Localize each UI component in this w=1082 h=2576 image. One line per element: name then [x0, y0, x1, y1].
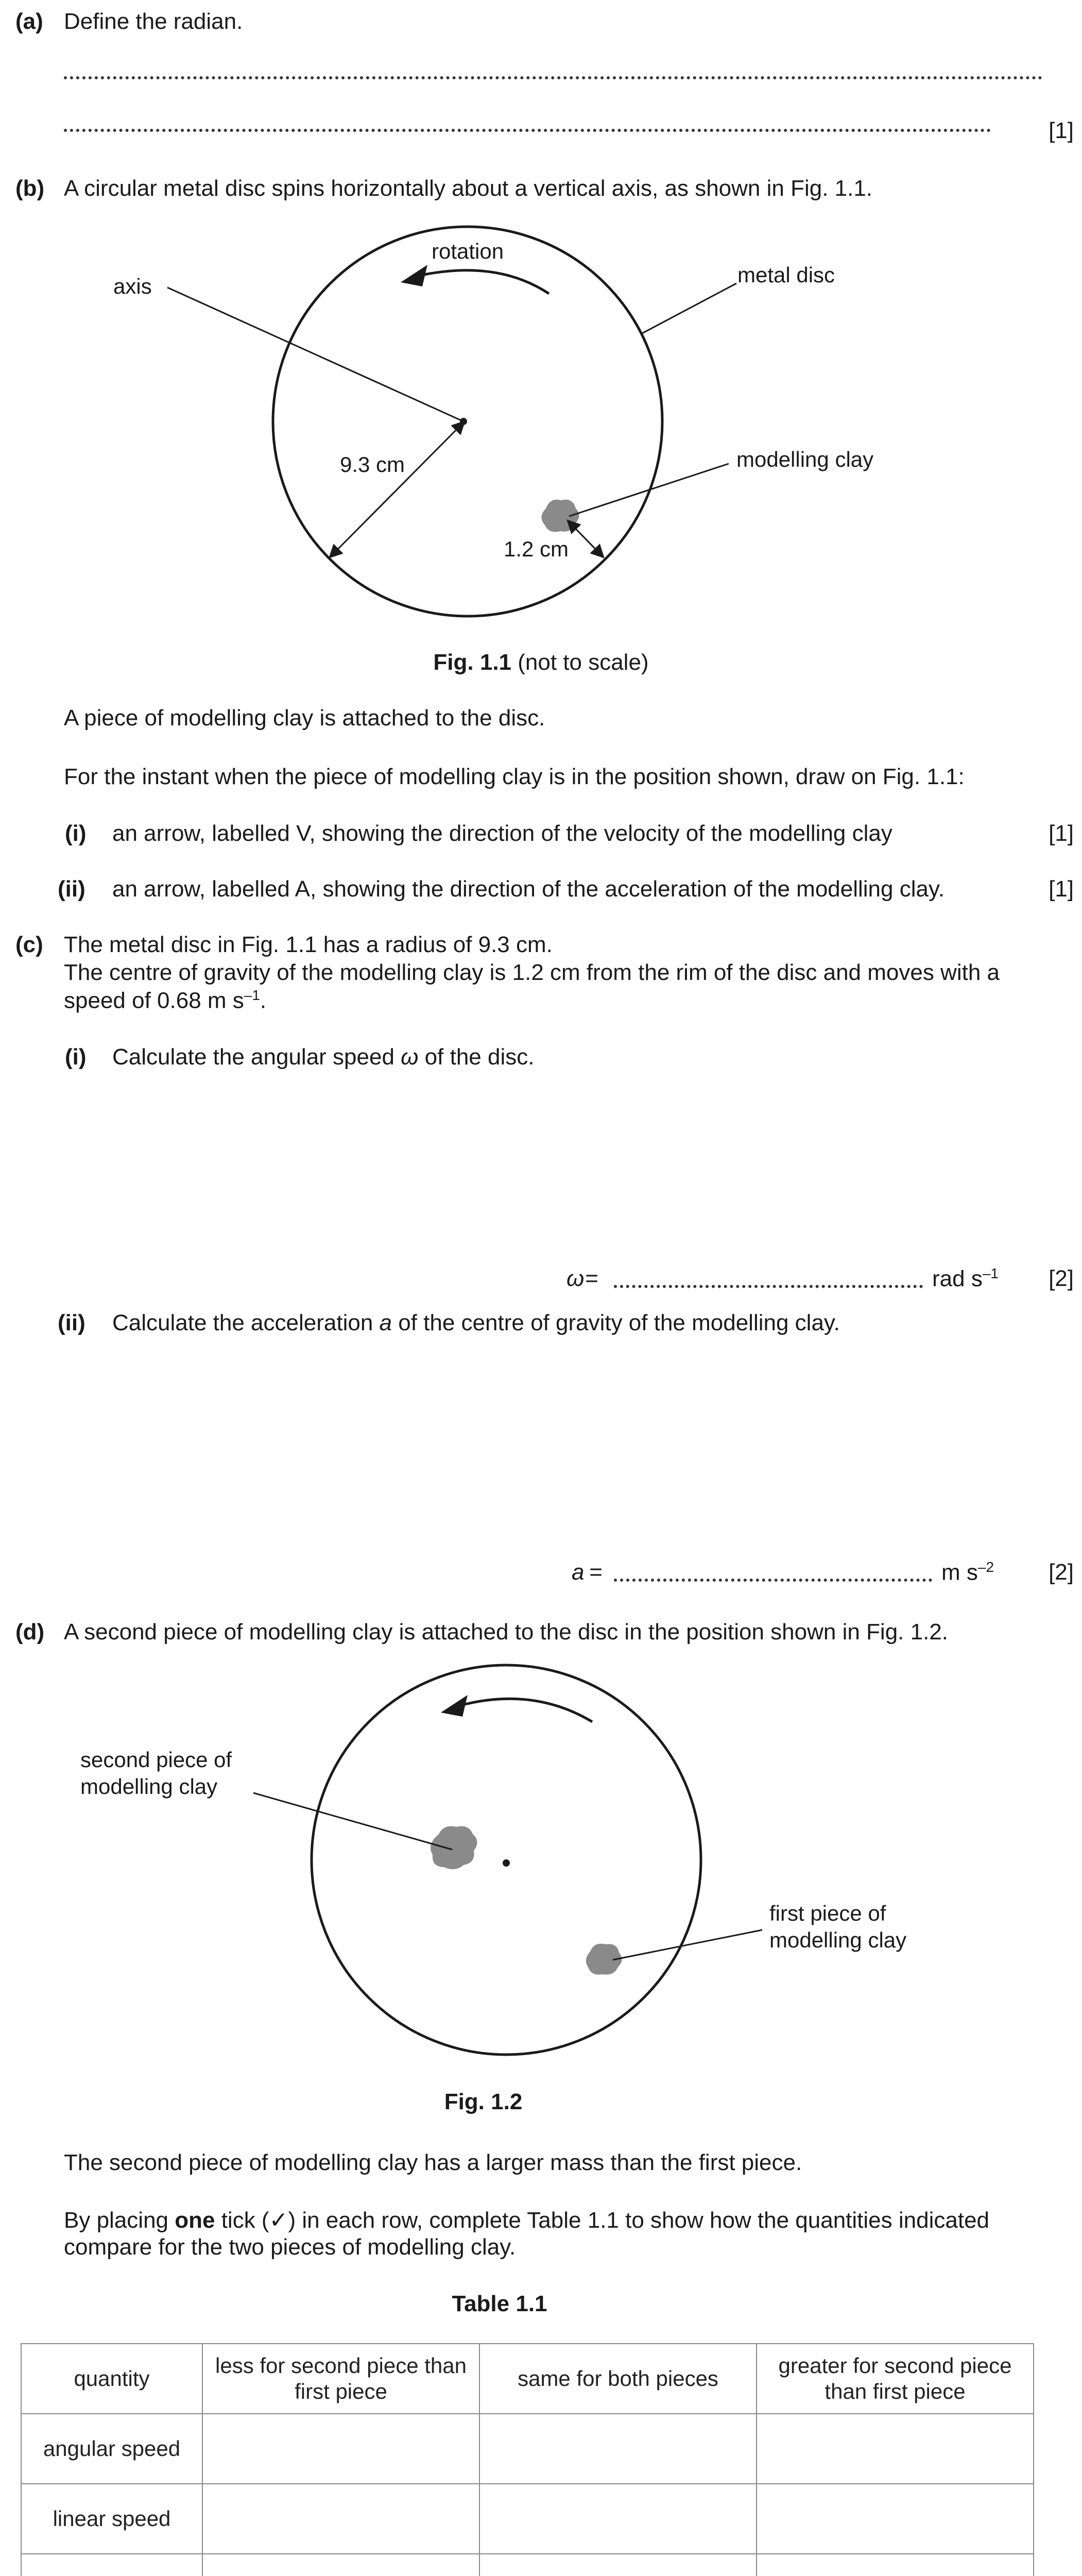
part-c-i-answer	[566, 1264, 1074, 1295]
part-c-line-3-text: speed of 0.68 m s	[64, 988, 244, 1013]
a-symbol: a	[379, 1310, 392, 1335]
part-c-line-2: The centre of gravity of the modelling clay is 1.2 cm from the rim of the disc and moves with a	[64, 960, 1000, 985]
part-c-ii-answer	[572, 1558, 1074, 1589]
part-d-text-2	[64, 2206, 989, 2234]
part-c-line-3	[64, 986, 266, 1015]
part-a-question: Define the radian.	[64, 9, 243, 34]
part-c-i-marks: [2]	[1049, 1266, 1074, 1291]
row-quantity-linear-speed: linear speed	[21, 2484, 202, 2554]
part-c-ii-text	[112, 1309, 840, 1337]
header-quantity: quantity	[21, 2344, 202, 2414]
part-b-question: A circular metal disc spins horizontally about a vertical axis, as shown in Fig. 1.1.	[64, 176, 873, 201]
part-c-i-unit-sup: –1	[982, 1265, 999, 1281]
part-c-i-text	[112, 1043, 534, 1071]
part-c-ii-answer-line[interactable]	[614, 1579, 932, 1582]
tick-cell-acceleration-less[interactable]	[202, 2554, 479, 2576]
figure-1-2-drawing	[0, 1659, 1082, 2133]
part-d-text-1: The second piece of modelling clay has a larger mass than the first piece.	[64, 2150, 802, 2175]
figure-1-2-caption: Fig. 1.2	[444, 2089, 523, 2114]
figure-1-1-caption	[0, 648, 1082, 676]
part-d-label: (d)	[15, 1619, 45, 1645]
tick-cell-angular-same[interactable]	[479, 2414, 757, 2484]
row-quantity-angular-speed: angular speed	[21, 2414, 202, 2484]
tick-cell-linear-less[interactable]	[202, 2484, 479, 2554]
rim-distance-label: 1.2 cm	[504, 537, 569, 561]
part-a	[0, 0, 1082, 155]
part-c-ii-label: (ii)	[58, 1310, 85, 1335]
part-c-line-3-end: .	[260, 988, 267, 1013]
table-1-1	[21, 2343, 1034, 2576]
table-row	[21, 2554, 1034, 2576]
table-row	[21, 2414, 1034, 2484]
part-b-label: (b)	[15, 176, 45, 201]
part-c-i-text-post: of the disc.	[418, 1044, 535, 1070]
rotation-label: rotation	[432, 239, 504, 263]
part-d-question: A second piece of modelling clay is attached to the disc in the position shown in Fig. 1.2.	[64, 1619, 949, 1645]
centre-dot	[503, 1859, 510, 1867]
part-c-ii-answer-symbol: a	[572, 1560, 585, 1585]
part-c-ii-unit	[941, 1558, 994, 1587]
axis-label: axis	[113, 274, 152, 298]
part-c-line-3-sup: –1	[244, 987, 260, 1003]
second-piece-label-2: modelling clay	[80, 1774, 218, 1799]
part-c-line-1: The metal disc in Fig. 1.1 has a radius of 9.3 cm.	[64, 932, 553, 957]
table-header-row	[21, 2344, 1034, 2414]
table-1-1-title: Table 1.1	[452, 2291, 547, 2316]
second-piece-label-1: second piece of	[80, 1748, 232, 1772]
part-b-i-text: an arrow, labelled V, showing the direction of the velocity of the modelling clay	[112, 821, 892, 846]
tick-cell-acceleration-same[interactable]	[479, 2554, 757, 2576]
omega-symbol: ω	[401, 1044, 419, 1070]
tick-cell-angular-greater[interactable]	[757, 2414, 1034, 2484]
part-c-ii-marks: [2]	[1049, 1560, 1074, 1585]
part-c-label: (c)	[15, 932, 43, 957]
tick-cell-acceleration-greater[interactable]	[757, 2554, 1034, 2576]
part-b-text-2: For the instant when the piece of modelling clay is in the position shown, draw on Fig. 1.1:	[64, 764, 965, 789]
header-less: less for second piece than first piece	[202, 2344, 479, 2414]
row-quantity-acceleration	[21, 2554, 202, 2576]
first-piece-label-2: modelling clay	[769, 1928, 907, 1952]
answer-line-1[interactable]	[64, 76, 1042, 79]
table-row	[21, 2484, 1034, 2554]
metal-disc-label: metal disc	[737, 263, 835, 287]
part-c-ii-unit-text: m s	[941, 1560, 978, 1585]
header-same: same for both pieces	[479, 2344, 757, 2414]
part-a-label: (a)	[15, 9, 43, 34]
part-c-i-text-pre: Calculate the angular speed	[112, 1044, 401, 1070]
part-b-ii-label: (ii)	[58, 876, 85, 902]
figure-1-2	[0, 1659, 1082, 2133]
part-c-ii-text-pre: Calculate the acceleration	[112, 1310, 380, 1335]
part-b-ii-marks: [1]	[1049, 876, 1074, 902]
rotation-arrow-icon	[412, 270, 549, 294]
part-c-i-answer-line[interactable]	[614, 1285, 923, 1288]
part-b-text-1: A piece of modelling clay is attached to the disc.	[64, 705, 545, 731]
figure-1-1-drawing	[0, 216, 1082, 680]
modelling-clay-label: modelling clay	[736, 447, 874, 471]
part-c-i-answer-eq: =	[579, 1266, 605, 1291]
part-d-text-2-pre: By placing	[64, 2208, 175, 2233]
answer-line-2[interactable]	[64, 129, 991, 132]
tick-cell-angular-less[interactable]	[202, 2414, 479, 2484]
rotation-arrow-icon	[453, 1699, 592, 1722]
second-clay-blob	[431, 1826, 477, 1870]
part-c-i-unit-text: rad s	[932, 1266, 983, 1292]
first-piece-label-1: first piece of	[769, 1901, 886, 1925]
part-c-i-unit	[932, 1264, 999, 1293]
part-d-text-2-post: tick (✓) in each row, complete Table 1.1 to show how the quantities indicated	[215, 2208, 990, 2233]
metal-disc-circle	[273, 227, 662, 616]
radius-label: 9.3 cm	[340, 452, 405, 477]
figure-1-1	[0, 216, 1082, 680]
part-b-i-label: (i)	[65, 821, 87, 846]
part-b-ii-text: an arrow, labelled A, showing the direction of the acceleration of the modelling clay.	[112, 876, 944, 902]
part-c-i-label: (i)	[65, 1044, 87, 1070]
header-greater: greater for second piece than first piece	[757, 2344, 1034, 2414]
part-c-ii-text-post: of the centre of gravity of the modelling clay.	[392, 1310, 840, 1335]
part-c-ii-unit-sup: –2	[977, 1559, 994, 1575]
figure-1-1-caption-bold: Fig. 1.1	[433, 650, 512, 675]
part-c-i-answer-symbol: ω	[566, 1266, 585, 1291]
part-d-text-2-bold: one	[175, 2208, 215, 2233]
part-b-i-marks: [1]	[1049, 821, 1074, 846]
tick-cell-linear-same[interactable]	[479, 2484, 757, 2554]
tick-cell-linear-greater[interactable]	[757, 2484, 1034, 2554]
part-d-text-3: compare for the two pieces of modelling clay.	[64, 2234, 516, 2260]
figure-1-1-caption-rest: (not to scale)	[511, 650, 649, 675]
part-c-ii-answer-eq: =	[583, 1560, 609, 1585]
part-a-marks: [1]	[1049, 118, 1074, 143]
